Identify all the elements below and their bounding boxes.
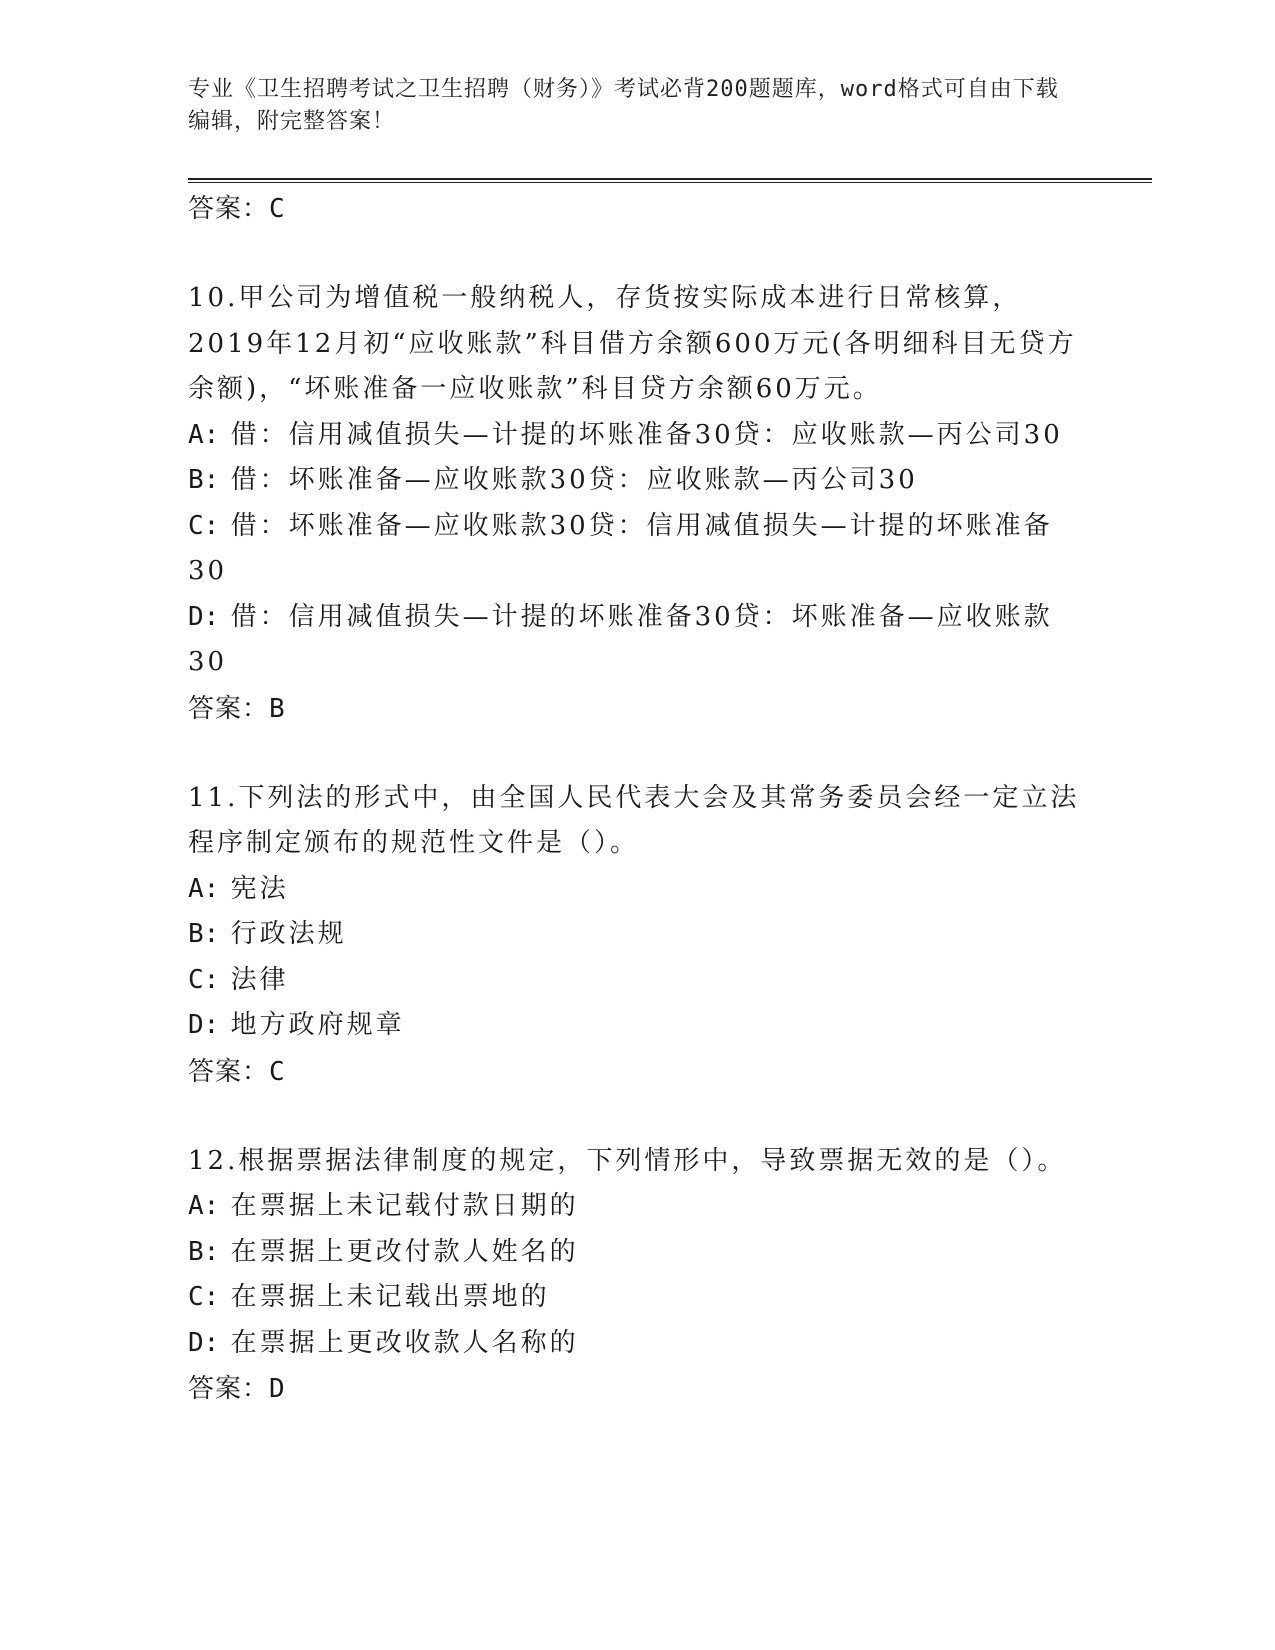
question-10 xyxy=(188,276,1088,732)
question-stem: 11.下列法的形式中，由全国人民代表大会及其常务委员会经一定立法程序制定颁布的规范性文件是（）。 xyxy=(188,782,1080,858)
option-text: 借：坏账准备—应收账款30贷：信用减值损失—计提的坏账准备30 xyxy=(188,510,1053,586)
option-letter: A: xyxy=(188,873,220,904)
option-d xyxy=(188,595,1088,686)
option-text: 地方政府规章 xyxy=(230,1010,405,1040)
question-list xyxy=(188,186,1088,1412)
option-text: 宪法 xyxy=(230,873,289,904)
option-b xyxy=(188,458,1088,504)
option-text: 在票据上更改收款人名称的 xyxy=(230,1327,579,1358)
header-rule-thin xyxy=(188,182,1152,183)
option-b xyxy=(188,1230,1088,1276)
option-text: 在票据上未记载付款日期的 xyxy=(230,1191,579,1221)
option-letter: A: xyxy=(188,1191,220,1221)
previous-answer: 答案：C xyxy=(188,194,286,224)
option-letter: D: xyxy=(188,1010,220,1040)
question-11 xyxy=(188,776,1088,1095)
option-a xyxy=(188,1184,1088,1230)
option-letter: B: xyxy=(188,919,220,949)
option-letter: A: xyxy=(188,419,220,450)
option-a xyxy=(188,867,1088,913)
option-b xyxy=(188,912,1088,958)
question-12 xyxy=(188,1139,1088,1413)
question-stem: 12.根据票据法律制度的规定，下列情形中，导致票据无效的是（）。 xyxy=(188,1145,1067,1176)
option-text: 法律 xyxy=(230,964,289,995)
answer: 答案：B xyxy=(188,693,286,724)
option-text: 借：信用减值损失—计提的坏账准备30贷：坏账准备—应收账款30 xyxy=(188,601,1053,677)
option-a xyxy=(188,413,1088,459)
option-text: 在票据上未记载出票地的 xyxy=(230,1282,550,1312)
option-letter: C: xyxy=(188,1282,220,1312)
option-c xyxy=(188,958,1088,1004)
option-letter: B: xyxy=(188,465,220,495)
option-letter: D: xyxy=(188,601,220,632)
option-d xyxy=(188,1321,1088,1367)
option-text: 在票据上更改付款人姓名的 xyxy=(230,1236,579,1267)
option-letter: C: xyxy=(188,964,220,995)
option-c xyxy=(188,1275,1088,1321)
question-stem: 10.甲公司为增值税一般纳税人，存货按实际成本进行日常核算，2019年12月初“应收账款”科目借方余额600万元(各明细科目无贷方余额)，“坏账准备一应收账款”科目贷方余额60万元。 xyxy=(188,283,1077,404)
option-letter: B: xyxy=(188,1236,220,1267)
option-letter: C: xyxy=(188,510,220,541)
option-d xyxy=(188,1003,1088,1049)
option-text: 行政法规 xyxy=(230,919,347,949)
page-header: 专业《卫生招聘考试之卫生招聘（财务）》考试必背200题题库，word格式可自由下载编辑，附完整答案！ xyxy=(188,77,1059,134)
option-text: 借：坏账准备—应收账款30贷：应收账款—丙公司30 xyxy=(230,465,918,495)
answer: 答案：D xyxy=(188,1374,286,1404)
option-letter: D: xyxy=(188,1327,220,1358)
option-c xyxy=(188,504,1088,595)
header-rule-thick xyxy=(188,178,1152,180)
answer: 答案：C xyxy=(188,1056,286,1087)
option-text: 借：信用减值损失—计提的坏账准备30贷：应收账款—丙公司30 xyxy=(230,419,1063,450)
